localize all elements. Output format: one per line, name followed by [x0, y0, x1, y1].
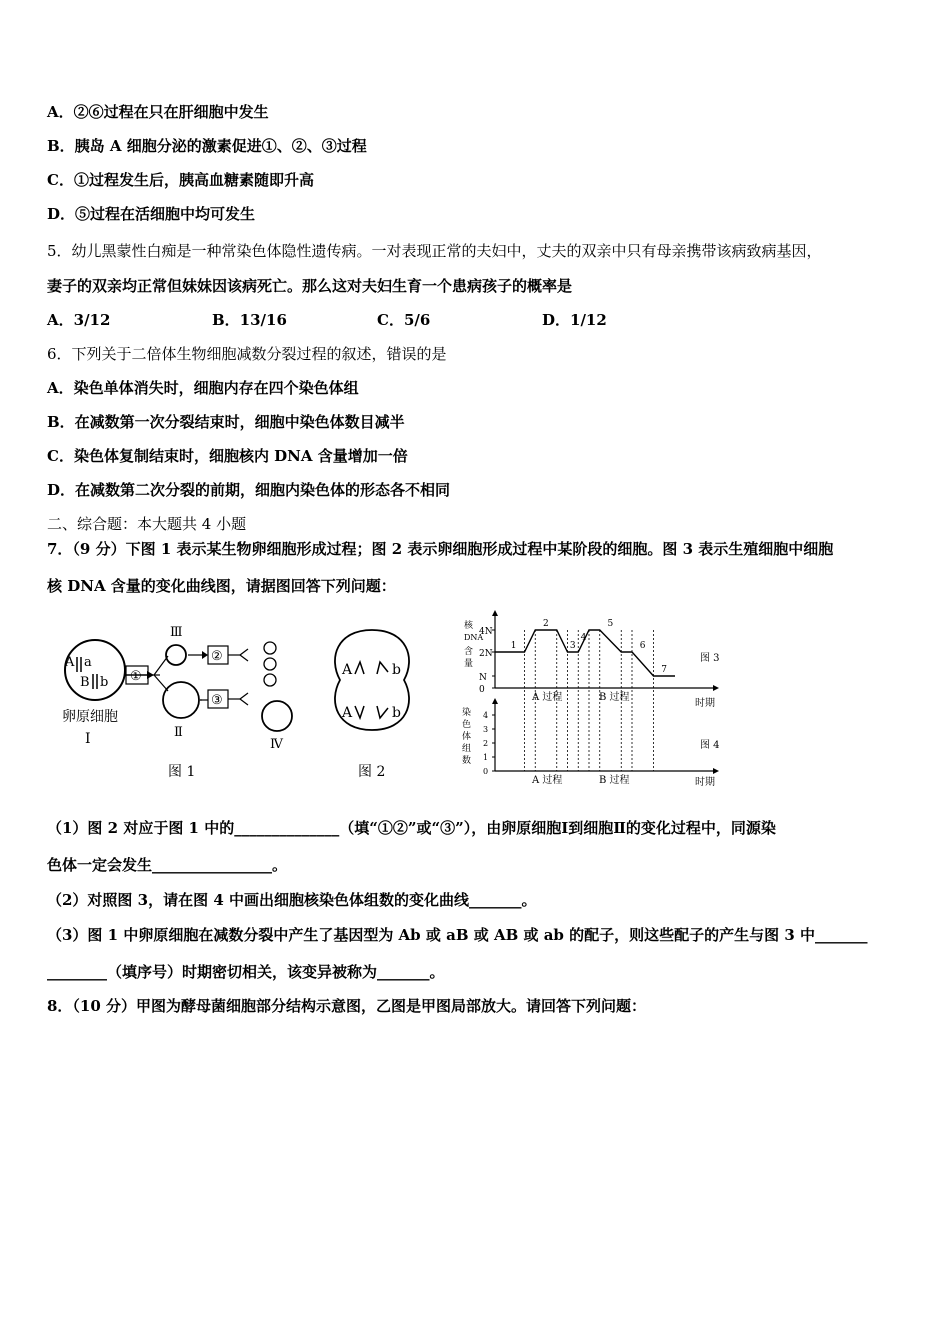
oogonium-cell — [65, 640, 125, 700]
figure-1 — [50, 618, 310, 783]
roman-IV: Ⅳ — [270, 737, 283, 752]
fig3-ylabel-1: 核 — [464, 621, 474, 631]
q6-stem: 6．下列关于二倍体生物细胞减数分裂过程的叙述，错误的是 — [47, 345, 447, 363]
gene-a-label: a — [84, 655, 92, 670]
fig3-process-a: A 过程 — [532, 692, 563, 703]
fig4-ytick-label: 0 — [483, 767, 489, 776]
fig4-process-b: B 过程 — [599, 775, 630, 786]
gene-A-label: A — [65, 655, 75, 670]
figure-2-caption: 图 2 — [358, 764, 386, 780]
figure-3-4-charts — [455, 602, 735, 792]
fig4-process-a: A 过程 — [532, 775, 563, 786]
fig4-ytick-label: 4 — [483, 711, 489, 720]
roman-II: Ⅱ — [174, 725, 183, 740]
q7-sub3-line1: （3）图 1 中卵原细胞在减数分裂中产生了基因型为 Ab 或 aB 或 AB 或 ab 的配子，则这些配子的产生与图 3 中_______ — [47, 926, 868, 944]
q5-option-c: C．5/6 — [377, 311, 431, 329]
fig3-stage-label: 3 — [569, 641, 576, 651]
q4-option-d: D．⑤过程在活细胞中均可发生 — [47, 205, 256, 223]
fig4-ylabel-1: 染 — [462, 708, 472, 718]
q7-stem-line1: 7．（9 分）下图 1 表示某生物卵细胞形成过程；图 2 表示卵细胞形成过程中某阶段的细胞。图 3 表示生殖细胞中细胞 — [47, 540, 834, 558]
figure-2 — [322, 618, 422, 783]
gene-b-label: b — [100, 675, 109, 690]
q5-stem-line2: 妻子的双亲均正常但妹妹因该病死亡。那么这对夫妇生育一个患病孩子的概率是 — [47, 277, 573, 295]
roman-I: Ⅰ — [85, 731, 91, 747]
q5-option-b: B．13/16 — [212, 311, 287, 329]
fig3-ylabel-3: 含 — [464, 647, 474, 657]
q7-stem-line2: 核 DNA 含量的变化曲线图，请据图回答下列问题： — [47, 577, 396, 595]
q6-option-b: B．在减数第一次分裂结束时，细胞中染色体数目减半 — [47, 413, 405, 431]
fig3-stage-label: 2 — [543, 619, 549, 629]
gene-B-label: B — [80, 675, 90, 690]
step-1-label: ① — [130, 669, 142, 684]
fig3-stage-label: 5 — [607, 619, 614, 629]
fig4-ylabel-4: 组 — [462, 744, 472, 754]
q6-option-c: C．染色体复制结束时，细胞核内 DNA 含量增加一倍 — [47, 447, 408, 465]
q6-option-a: A．染色单体消失时，细胞内存在四个染色体组 — [47, 379, 359, 397]
fig3-stage-label: 1 — [510, 641, 517, 651]
fig3-title: 图 3 — [700, 653, 720, 664]
q4-option-a: A．②⑥过程在只在肝细胞中发生 — [47, 103, 269, 121]
polar-body-small-3 — [264, 674, 276, 686]
fig3-stage-label: 7 — [661, 665, 667, 675]
fig3-stage-label: 4 — [580, 633, 587, 643]
fig3-stage-label: 6 — [639, 641, 646, 651]
q7-sub2: （2）对照图 3，请在图 4 中画出细胞核染色体组数的变化曲线_______。 — [47, 891, 537, 909]
q7-sub3-line2: ________（填序号）时期密切相关，该变异被称为_______。 — [47, 963, 445, 981]
q5-option-d: D．1/12 — [542, 311, 607, 329]
q6-option-d: D．在减数第二次分裂的前期，细胞内染色体的形态各不相同 — [47, 481, 451, 499]
q4-option-c: C．①过程发生后，胰高血糖素随即升高 — [47, 171, 314, 189]
fig3-ylabel-2: DNA — [464, 633, 484, 642]
fig4-xlabel: 时期 — [695, 777, 715, 788]
q4-option-b: B．胰岛 A 细胞分泌的激素促进①、②、③过程 — [47, 137, 367, 155]
fig4-ylabel-3: 体 — [462, 732, 472, 742]
fig3-ytick-label: N — [479, 673, 487, 683]
fig4-title: 图 4 — [700, 740, 720, 751]
fig2-A-lower: A — [342, 705, 353, 721]
fig3-ylabel-4: 量 — [464, 659, 474, 669]
secondary-oocyte-cell — [163, 682, 199, 718]
fig3-ytick-label: 0 — [479, 685, 485, 695]
section-heading: 二、综合题：本大题共 4 小题 — [47, 515, 247, 533]
q5-option-a: A．3/12 — [47, 311, 111, 329]
polar-body-cell — [166, 645, 186, 665]
fig4-ytick-label: 3 — [483, 725, 489, 734]
roman-III: Ⅲ — [170, 625, 183, 640]
fig4-ylabel-5: 数 — [462, 756, 472, 766]
fig2-b-upper: b — [392, 662, 401, 678]
fig3-ytick-label: 2N — [479, 649, 493, 659]
q7-sub1-line2: 色体一定会发生________________。 — [47, 856, 288, 874]
figure-1-caption: 图 1 — [168, 764, 196, 780]
fig3-process-b: B 过程 — [599, 692, 630, 703]
fig4-ytick-label: 2 — [483, 739, 489, 748]
fig4-ylabel-2: 色 — [462, 720, 472, 730]
q7-sub1-line1: （1）图 2 对应于图 1 中的______________（填“①②”或“③”），由卵原细胞Ⅰ到细胞Ⅱ的变化过程中，同源染 — [47, 819, 776, 837]
fig3-xlabel: 时期 — [695, 698, 715, 709]
fig3-ytick-label: 4N — [479, 627, 493, 637]
step-2-label: ② — [211, 649, 223, 664]
fig2-A-upper: A — [342, 662, 353, 678]
q8-stem: 8．（10 分）甲图为酵母菌细胞部分结构示意图，乙图是甲图局部放大。请回答下列问题： — [47, 997, 647, 1015]
step-3-label: ③ — [211, 693, 223, 708]
egg-cell — [262, 701, 292, 731]
polar-body-small-1 — [264, 642, 276, 654]
q5-stem-line1: 5．幼儿黑蒙性白痴是一种常染色体隐性遗传病。一对表现正常的夫妇中，丈夫的双亲中只有母亲携带该病致病基因， — [47, 242, 822, 260]
fig2-b-lower: b — [392, 705, 401, 721]
fig4-ytick-label: 1 — [483, 753, 489, 762]
polar-body-small-2 — [264, 658, 276, 670]
oogonium-label: 卵原细胞 — [62, 709, 118, 725]
